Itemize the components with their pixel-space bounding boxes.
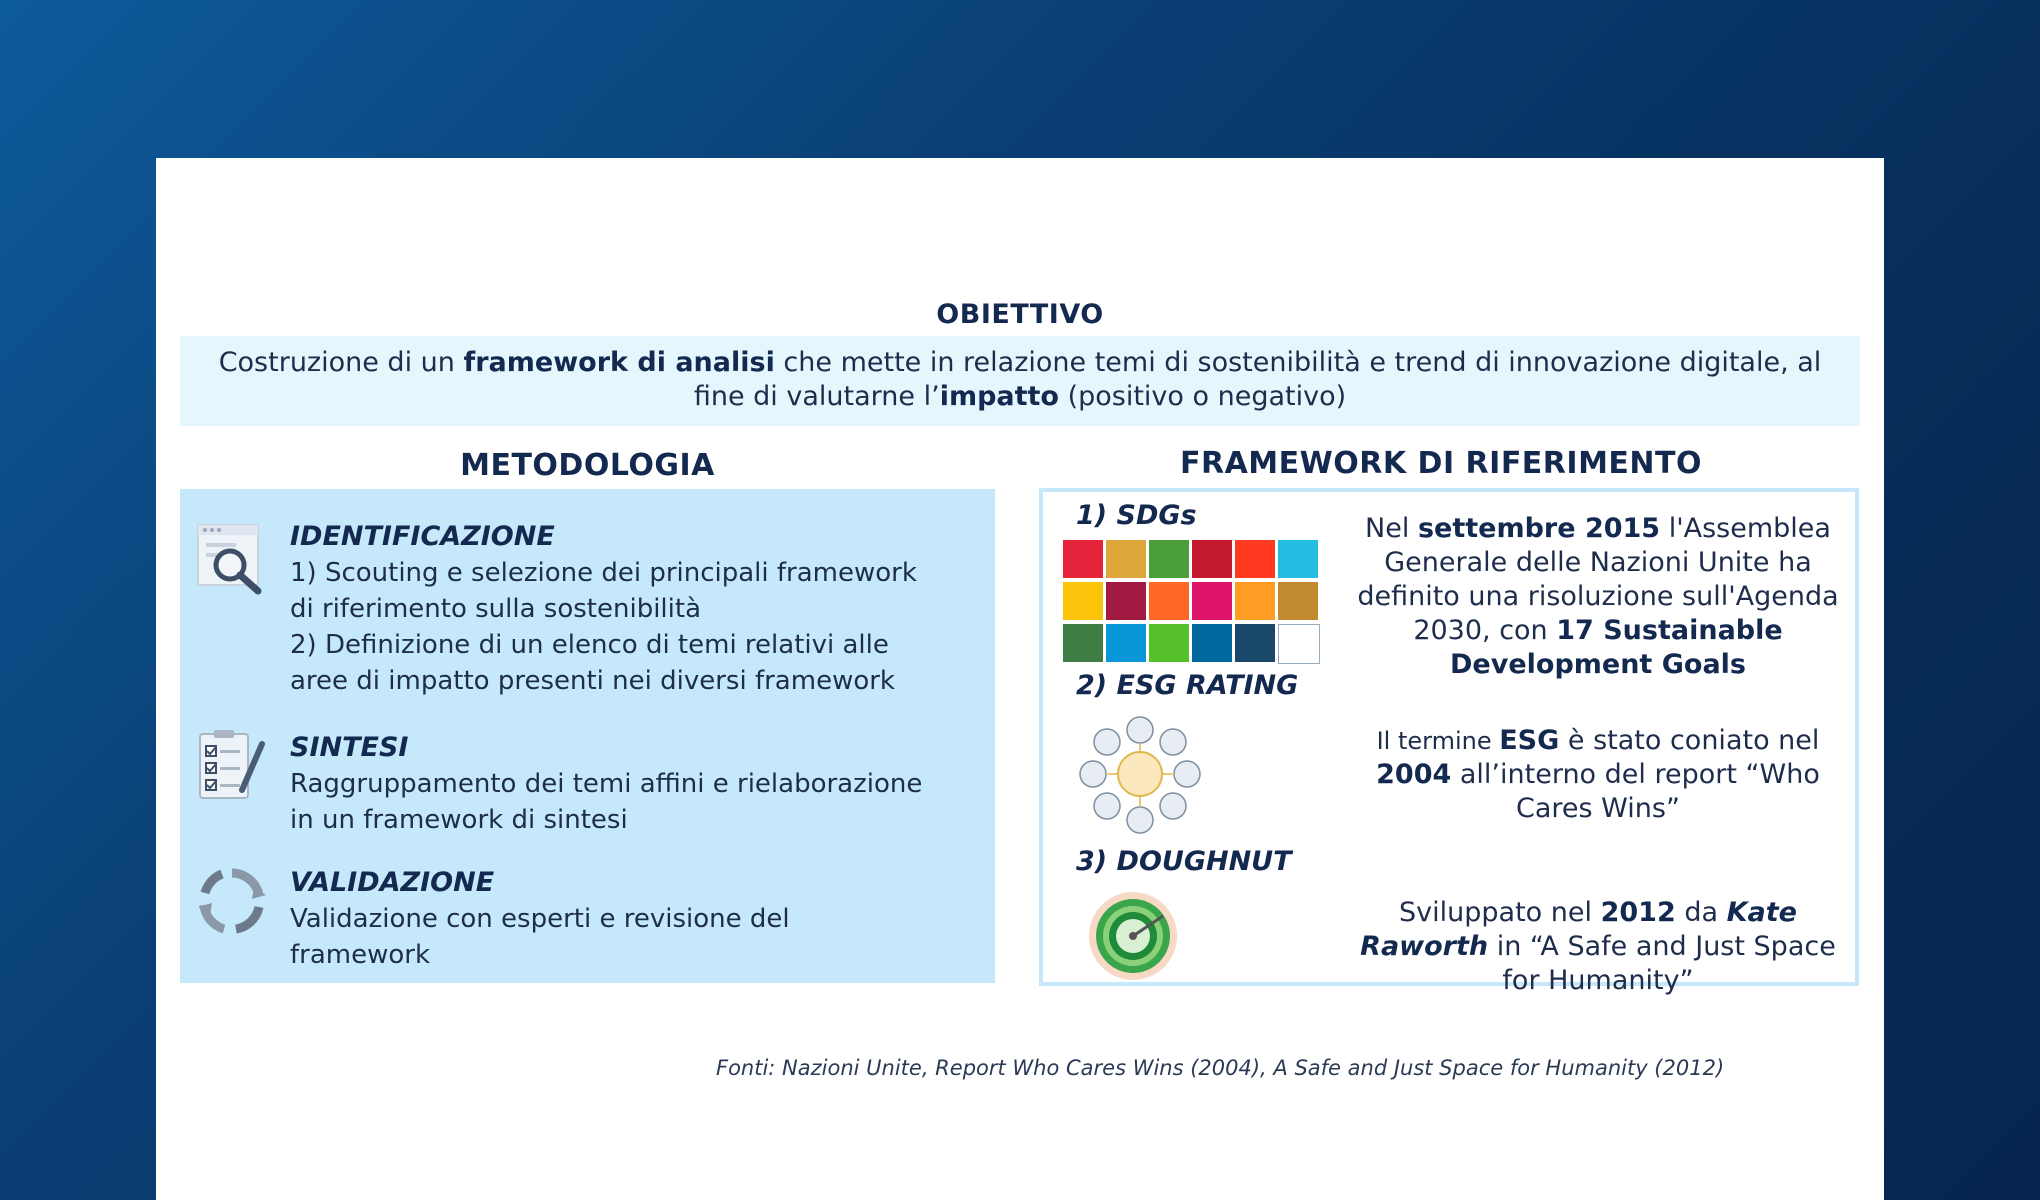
step-heading: IDENTIFICAZIONE — [290, 521, 555, 552]
sdg-tile — [1278, 540, 1318, 578]
fw-text: l'Assemblea Generale delle Nazioni Unite ha definito una risoluzione sull'Agenda 2030, con — [1357, 513, 1839, 646]
sdg-tile — [1192, 540, 1232, 578]
framework-label-doughnut: 3) DOUGHNUT — [1076, 846, 1292, 877]
sdg-tile — [1106, 582, 1146, 620]
checklist-icon — [196, 730, 268, 802]
fw-bold: settembre 2015 — [1417, 513, 1661, 544]
objective-title: OBIETTIVO — [936, 299, 1104, 330]
step-heading: SINTESI — [290, 732, 409, 763]
search-document-icon — [196, 523, 268, 595]
framework-text-sdgs — [1343, 512, 1853, 682]
fw-text: da — [1675, 897, 1727, 928]
framework-title: FRAMEWORK DI RIFERIMENTO — [1180, 446, 1702, 481]
content-card — [156, 158, 1884, 1200]
fw-text: all’interno del report “Who Cares Wins” — [1451, 759, 1820, 824]
framework-text-esg — [1343, 724, 1853, 826]
sources-note: Fonti: Nazioni Unite, Report Who Cares Wins (2004), A Safe and Just Space for Humanity (2012) — [716, 1056, 1725, 1080]
step-body: Validazione con esperti e revisione del framework — [290, 904, 790, 970]
sdg-tile — [1192, 582, 1232, 620]
step-body: 1) Scouting e selezione dei principali framework di riferimento sulla sostenibilità 2) Definizione di un elenco di temi relativi alle aree di impatto presenti nei diversi framework — [290, 558, 917, 696]
sdg-tile — [1063, 624, 1103, 662]
framework-box — [1039, 488, 1859, 996]
fw-bold: Kate Raworth — [1360, 897, 1797, 962]
sdg-tile — [1278, 624, 1320, 664]
fw-bold: 2004 — [1376, 759, 1452, 790]
fw-text: è stato coniato nel — [1559, 725, 1820, 756]
framework-label-sdgs: 1) SDGs — [1076, 500, 1197, 531]
fw-text: Sviluppato nel — [1399, 897, 1601, 928]
sdg-tile — [1149, 582, 1189, 620]
sdg-tile — [1235, 582, 1275, 620]
fw-bold: 17 Sustainable Development Goals — [1450, 615, 1783, 680]
sdg-tile — [1063, 540, 1103, 578]
objective-bold-impact: impatto — [939, 381, 1059, 412]
objective-box — [180, 336, 1860, 426]
fw-text: in “A Safe and Just Space for Humanity” — [1488, 931, 1836, 996]
fw-bold: 2012 — [1600, 897, 1676, 928]
fw-text: Nel — [1365, 513, 1418, 544]
doughnut-chart-icon — [1071, 890, 1201, 982]
objective-text-2: che mette in relazione temi di sostenibilità e trend di innovazione digitale, al fine di valutarne l’ — [693, 347, 1822, 412]
sdg-tile — [1278, 582, 1318, 620]
esg-diagram-icon — [1075, 716, 1205, 834]
sdg-tile — [1192, 624, 1232, 662]
framework-label-esg: 2) ESG RATING — [1076, 670, 1299, 701]
sdg-tiles-icon — [1063, 540, 1323, 666]
sdg-tile — [1106, 624, 1146, 662]
objective-text: Costruzione di un — [218, 347, 464, 378]
framework-text-doughnut — [1343, 896, 1853, 998]
sdg-tile — [1149, 624, 1189, 662]
methodology-box — [180, 489, 995, 983]
sdg-tile — [1106, 540, 1146, 578]
methodology-title: METODOLOGIA — [460, 448, 715, 483]
objective-bold-framework: framework di analisi — [463, 347, 775, 378]
cycle-arrows-icon — [196, 865, 268, 937]
step-body: Raggruppamento dei temi affini e rielaborazione in un framework di sintesi — [290, 769, 923, 835]
sdg-tile — [1063, 582, 1103, 620]
fw-bold: ESG — [1499, 725, 1560, 756]
step-heading: VALIDAZIONE — [290, 867, 495, 898]
objective-text-3: (positivo o negativo) — [1059, 381, 1347, 412]
sdg-tile — [1235, 624, 1275, 662]
sdg-tile — [1149, 540, 1189, 578]
fw-text: Il termine — [1376, 727, 1500, 755]
sdg-tile — [1235, 540, 1275, 578]
